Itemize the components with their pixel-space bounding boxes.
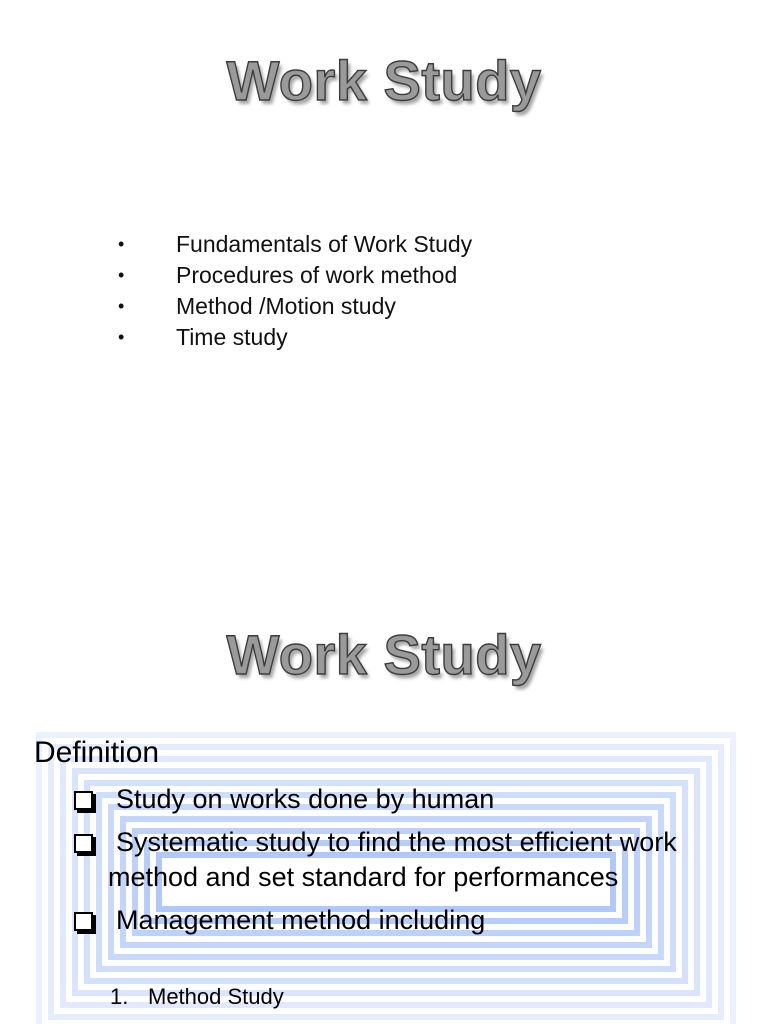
checkbox-bullet-icon <box>74 791 93 810</box>
slide-title: Work Study <box>226 49 542 112</box>
checkbox-bullet-icon <box>74 912 93 931</box>
bullet-icon: • <box>118 265 125 285</box>
list-item-label: Management method including <box>116 905 486 935</box>
slide-title: Work Study <box>226 623 542 686</box>
list-item-label: Systematic study to find the most efficient work method and set standard for performances <box>108 827 677 892</box>
definition-list <box>74 782 714 946</box>
list-number: 1. <box>110 984 129 1009</box>
list-item-label: Procedures of work method <box>176 262 458 288</box>
list-item-label: Time study <box>176 324 288 350</box>
checkbox-bullet-icon <box>74 834 93 853</box>
list-item <box>74 782 714 817</box>
bullet-icon: • <box>118 234 125 254</box>
list-item <box>74 825 714 895</box>
numbered-list <box>110 983 284 1011</box>
slide-2 <box>0 560 768 1024</box>
list-item <box>110 983 284 1011</box>
bullet-icon: • <box>118 296 125 316</box>
bullet-icon: • <box>118 327 125 347</box>
list-item-label: Study on works done by human <box>116 784 495 814</box>
list-item <box>74 903 714 938</box>
list-item-label: Fundamentals of Work Study <box>176 231 473 257</box>
list-item-label: Method /Motion study <box>176 293 396 319</box>
list-item-label: Method Study <box>148 984 284 1009</box>
definition-heading: Definition <box>34 736 160 769</box>
